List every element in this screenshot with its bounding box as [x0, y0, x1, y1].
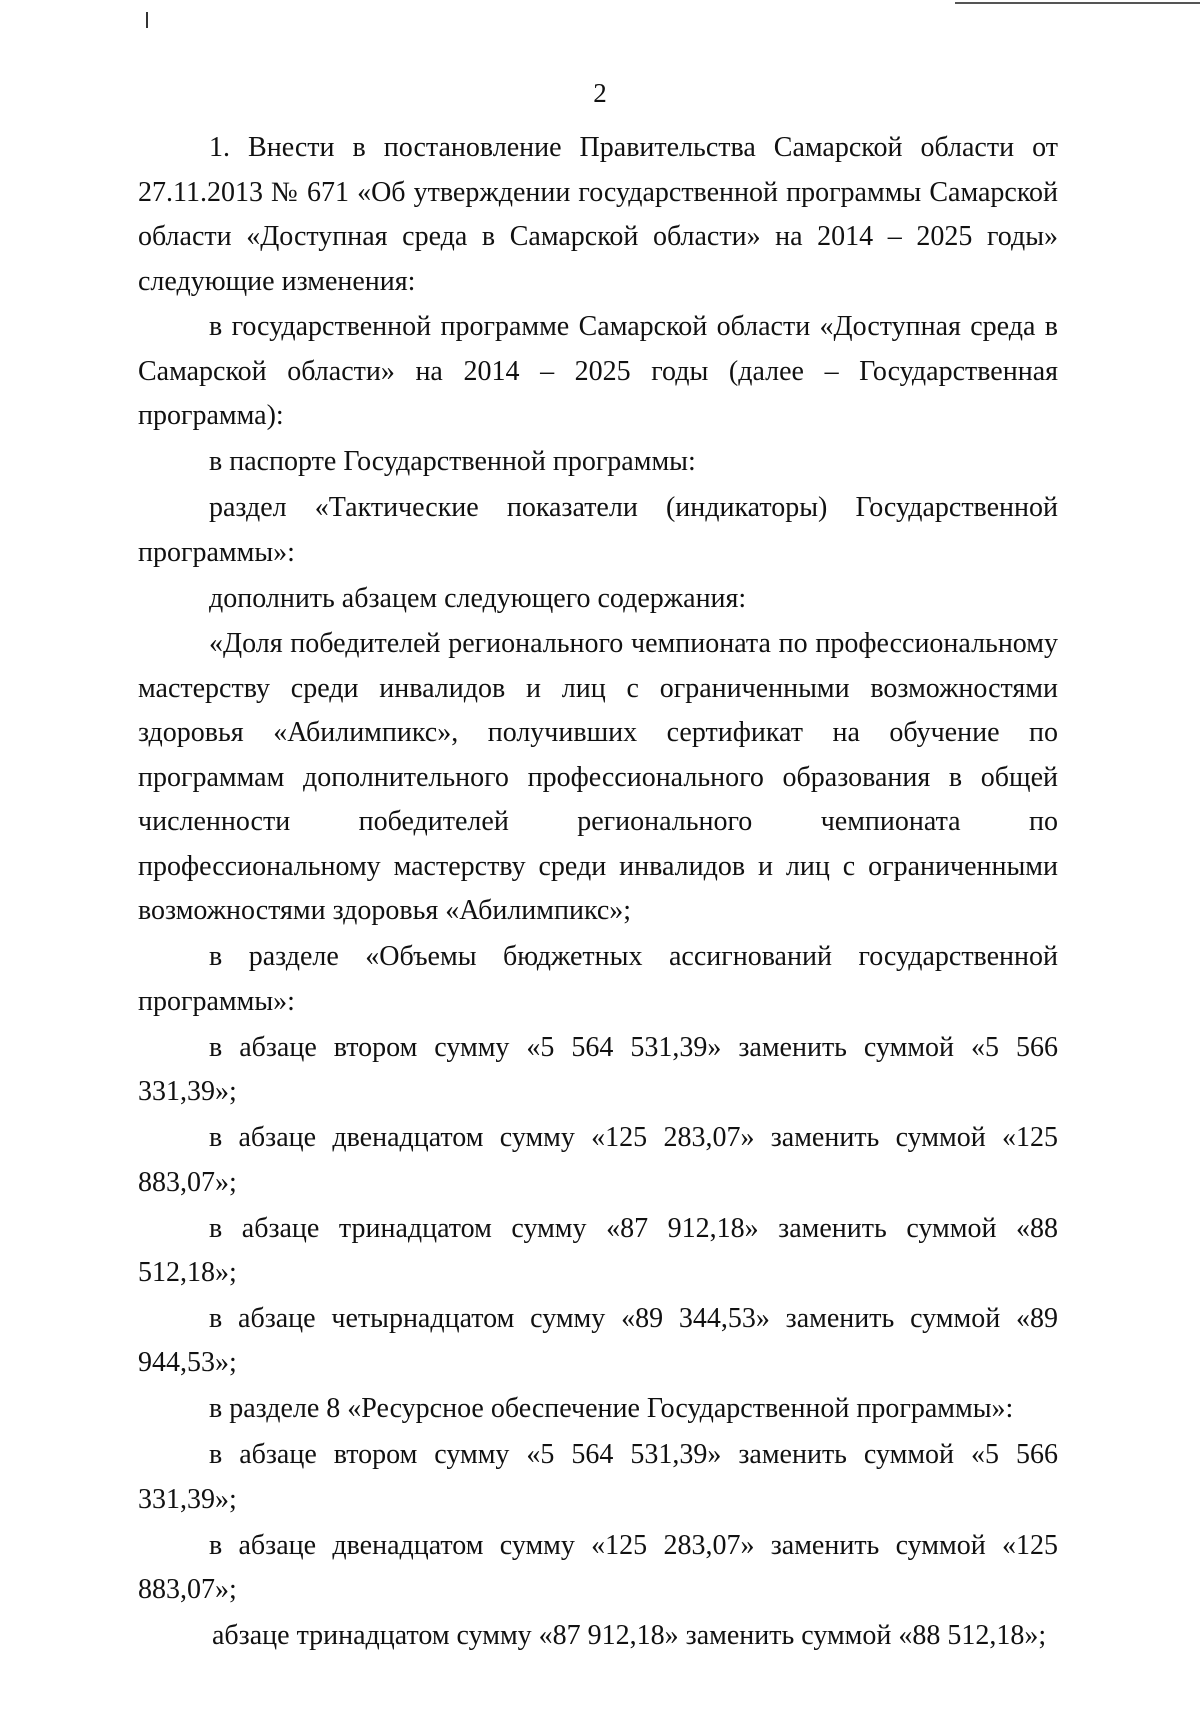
paragraph-tactical-indicators: раздел «Тактические показатели (индикаторы) Государственной программы»:: [138, 492, 1058, 568]
paragraph-supplement: дополнить абзацем следующего содержания:: [209, 582, 747, 614]
paragraph-indicator-text: «Доля победителей регионального чемпионата по профессиональному мастерству среди инвалидов и лиц с ограниченными возможностями здоровья «Абилимпикс», получивших сертификат на обучение по программам дополнительного профессионального образования в общей численности победителей регионального чемпионата по профессиональному мастерству среди инвалидов и лиц с ограниченными возможностями здоровья «Абилимпикс»;: [138, 628, 1058, 927]
paragraph-amount-12th: в абзаце двенадцатом сумму «125 283,07» заменить суммой «125 883,07»;: [138, 1122, 1058, 1198]
paragraph-amend-resolution: 1. Внести в постановление Правительства Самарской области от 27.11.2013 № 671 «Об утверждении государственной программы Самарской области «Доступная среда в Самарской области» на 2014 – 2025 годы» следующие изменения:: [138, 132, 1058, 297]
paragraph-section8-amount-2nd: в абзаце втором сумму «5 564 531,39» заменить суммой «5 566 331,39»;: [138, 1439, 1058, 1515]
page-number: 2: [593, 78, 607, 108]
paragraph-section8-amount-12th: в абзаце двенадцатом сумму «125 283,07» заменить суммой «125 883,07»;: [138, 1529, 1058, 1606]
paragraph-state-program: в государственной программе Самарской области «Доступная среда в Самарской области» на 2014 – 2025 годы (далее – Государственная программа):: [138, 311, 1058, 432]
paragraph-section-8: в разделе 8 «Ресурсное обеспечение Государственной программы»:: [209, 1393, 1014, 1425]
paragraph-amount-13th: в абзаце тринадцатом сумму «87 912,18» заменить суммой «88 512,18»;: [138, 1212, 1058, 1289]
paragraph-budget-section: в разделе «Объемы бюджетных ассигнований государственной программы»:: [138, 941, 1058, 1017]
paragraph-amount-2nd: в абзаце втором сумму «5 564 531,39» заменить суммой «5 566 331,39»;: [138, 1031, 1058, 1108]
scan-mark: [146, 12, 148, 28]
paragraph-passport: в паспорте Государственной программы:: [209, 446, 696, 478]
document-body: [138, 126, 1058, 1660]
scan-edge-line: [955, 2, 1200, 4]
paragraph-section8-amount-13th: абзаце тринадцатом сумму «87 912,18» заменить суммой «88 512,18»;: [212, 1619, 1047, 1651]
paragraph-amount-14th: в абзаце четырнадцатом сумму «89 344,53» заменить суммой «89 944,53»;: [138, 1302, 1058, 1379]
